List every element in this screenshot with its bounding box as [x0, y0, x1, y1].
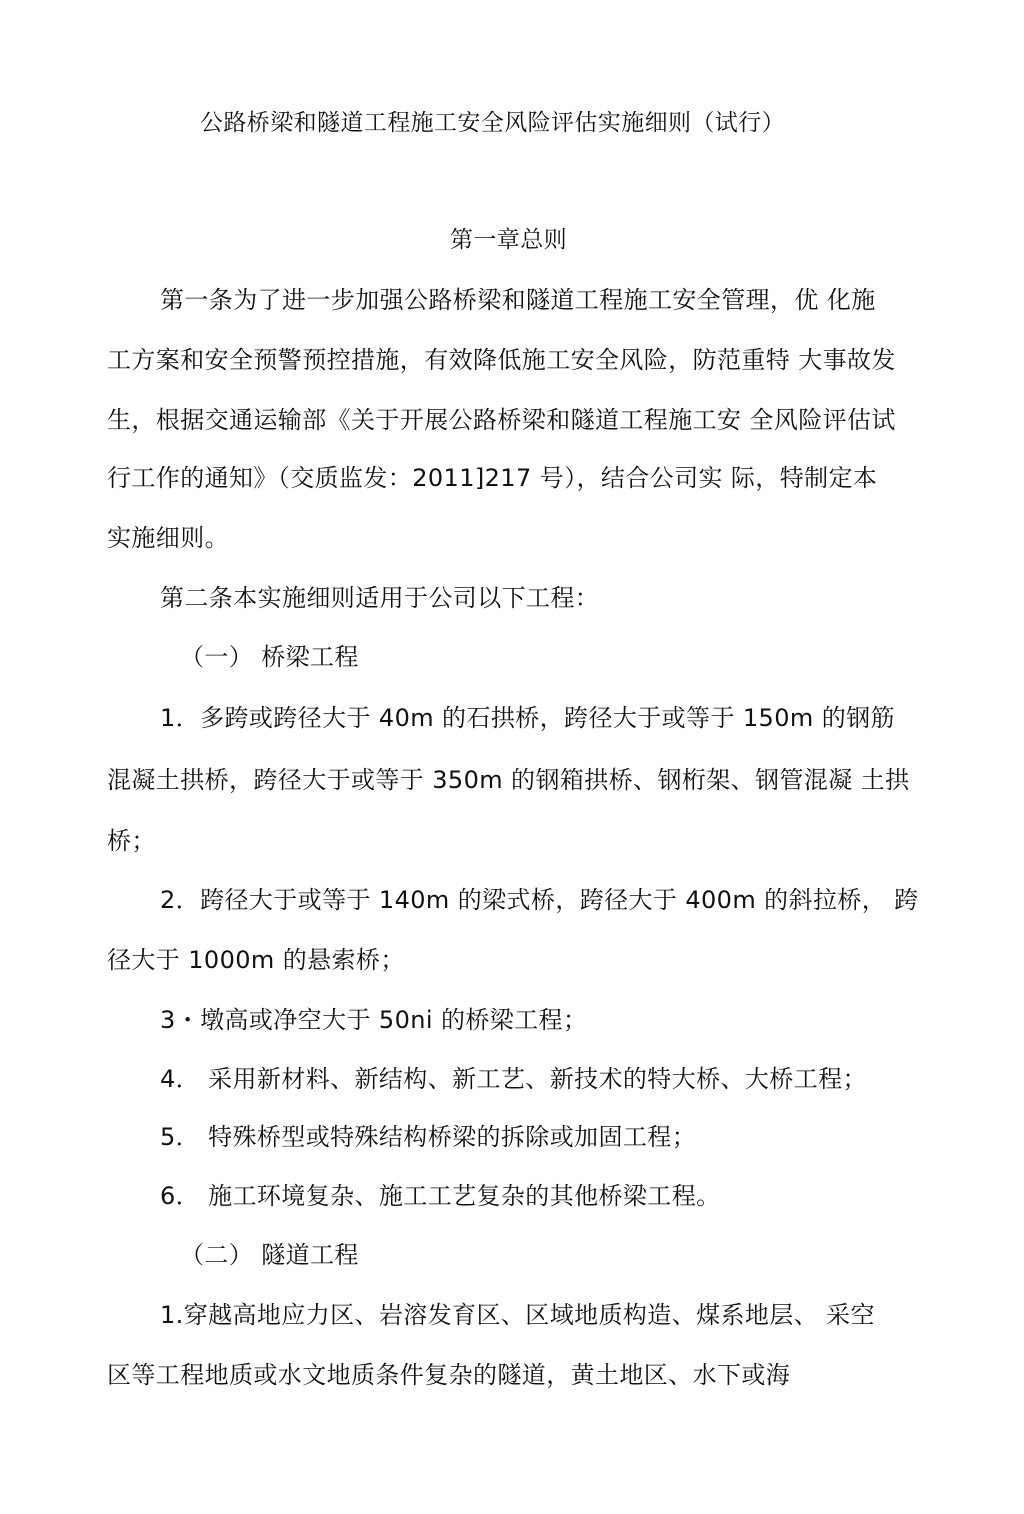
list-item-line: 4． 采用新材料、新结构、新工艺、新技术的特大桥、大桥工程；: [160, 1065, 867, 1093]
paragraph-line: 工方案和安全预警预控措施，有效降低施工安全风险，防范重特 大事故发: [107, 346, 896, 374]
list-item-line: 6． 施工环境复杂、施工工艺复杂的其他桥梁工程。: [160, 1182, 721, 1210]
section-heading: （一） 桥梁工程: [180, 643, 359, 671]
chapter-heading: 第一章总则: [450, 227, 567, 253]
list-item-line: 区等工程地质或水文地质条件复杂的隧道，黄土地区、水下或海: [107, 1361, 791, 1389]
article-line: 第二条本实施细则适用于公司以下工程：: [160, 584, 600, 612]
list-item-line: 径大于 1000m 的悬索桥；: [107, 946, 405, 974]
paragraph-line: 行工作的通知》（交质监发：2011]217 号），结合公司实 际，特制定本: [107, 464, 878, 492]
list-item-line: 3・墩高或净空大于 50ni 的桥梁工程；: [160, 1006, 588, 1034]
list-item-line: 桥；: [107, 827, 156, 855]
paragraph-line: 生，根据交通运输部《关于开展公路桥梁和隧道工程施工安 全风险评估试: [107, 406, 896, 434]
list-item-line: 2．跨径大于或等于 140m 的梁式桥，跨径大于 400m 的斜拉桥， 跨: [160, 886, 919, 914]
list-item-line: 1.穿越高地应力区、岩溶发育区、区域地质构造、煤系地层、 采空: [160, 1301, 875, 1329]
list-item-line: 5． 特殊桥型或特殊结构桥梁的拆除或加固工程；: [160, 1123, 697, 1151]
document-title: 公路桥梁和隧道工程施工安全风险评估实施细则（试行）: [200, 110, 785, 136]
list-item-line: 混凝土拱桥，跨径大于或等于 350m 的钢箱拱桥、钢桁架、钢管混凝 土拱: [107, 766, 910, 794]
paragraph-line: 实施细则。: [107, 524, 229, 552]
paragraph-line: 第一条为了进一步加强公路桥梁和隧道工程施工安全管理，优 化施: [160, 286, 876, 314]
section-heading: （二） 隧道工程: [180, 1241, 359, 1269]
list-item-line: 1．多跨或跨径大于 40m 的石拱桥，跨径大于或等于 150m 的钢筋: [160, 704, 895, 732]
